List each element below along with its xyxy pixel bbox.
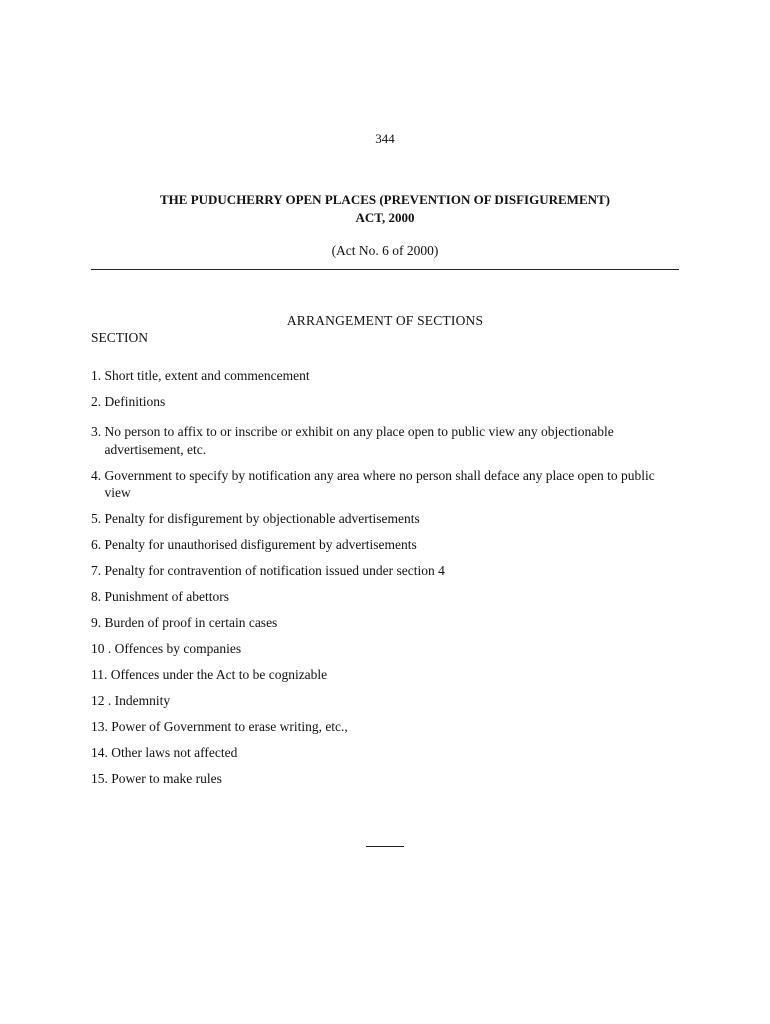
section-title: No person to affix to or inscribe or exhibit on any place open to public view any objectionable advertisement, etc. [104, 424, 614, 457]
section-item [91, 467, 671, 502]
act-number: (Act No. 6 of 2000) [331, 243, 439, 258]
section-item [91, 367, 671, 385]
section-title: Government to specify by notification any area where no person shall deface any place open to public view [104, 467, 655, 500]
section-number: 4. [91, 467, 105, 483]
section-number: 10 . [91, 641, 115, 656]
end-mark-rule [366, 846, 404, 847]
section-item [91, 640, 671, 658]
section-number: 14. [91, 745, 112, 760]
act-title-line-1: THE PUDUCHERRY OPEN PLACES (PREVENTION OF DISFIGUREMENT) [160, 192, 610, 207]
page-number: 344 [375, 131, 395, 146]
section-title: Power to make rules [111, 771, 222, 786]
section-title: Burden of proof in certain cases [104, 615, 278, 630]
section-number: 3. [91, 424, 105, 439]
section-title: Penalty for unauthorised disfigurement by advertisements [104, 537, 417, 552]
section-title: Power of Government to erase writing, etc., [111, 719, 348, 734]
section-list [91, 367, 671, 788]
title-divider-rule [91, 269, 679, 270]
section-item [91, 614, 671, 632]
section-item [91, 562, 671, 580]
act-title [90, 191, 680, 227]
section-number: 11. [91, 667, 111, 682]
section-item [91, 770, 671, 788]
section-item [91, 666, 671, 684]
section-title: Penalty for contravention of notification issued under section 4 [104, 563, 445, 578]
section-number: 1. [91, 368, 105, 383]
section-item [91, 423, 671, 458]
section-title: Offences under the Act to be cognizable [110, 667, 328, 682]
section-title: Other laws not affected [111, 745, 238, 760]
section-title: Punishment of abettors [104, 589, 229, 604]
section-item [91, 393, 671, 411]
section-number: 8. [91, 589, 105, 604]
section-item [91, 588, 671, 606]
section-item [91, 744, 671, 762]
arrangement-heading: ARRANGEMENT OF SECTIONS [286, 313, 484, 328]
section-column-label: SECTION [91, 330, 148, 345]
section-number: 5. [91, 511, 105, 526]
section-item [91, 718, 671, 736]
section-number: 7. [91, 563, 105, 578]
section-number: 6. [91, 537, 105, 552]
section-item [91, 692, 671, 710]
section-title: Short title, extent and commencement [104, 368, 310, 383]
section-number: 9. [91, 615, 105, 630]
section-number: 12 . [91, 693, 115, 708]
section-number: 13. [91, 719, 112, 734]
section-item [91, 536, 671, 554]
act-title-line-2: ACT, 2000 [355, 210, 415, 225]
section-number: 2. [91, 394, 105, 409]
section-title: Definitions [104, 394, 166, 409]
section-title: Penalty for disfigurement by objectionable advertisements [104, 511, 420, 526]
section-number: 15. [91, 771, 112, 786]
section-title: Offences by companies [114, 641, 242, 656]
section-item [91, 510, 671, 528]
section-title: Indemnity [114, 693, 171, 708]
